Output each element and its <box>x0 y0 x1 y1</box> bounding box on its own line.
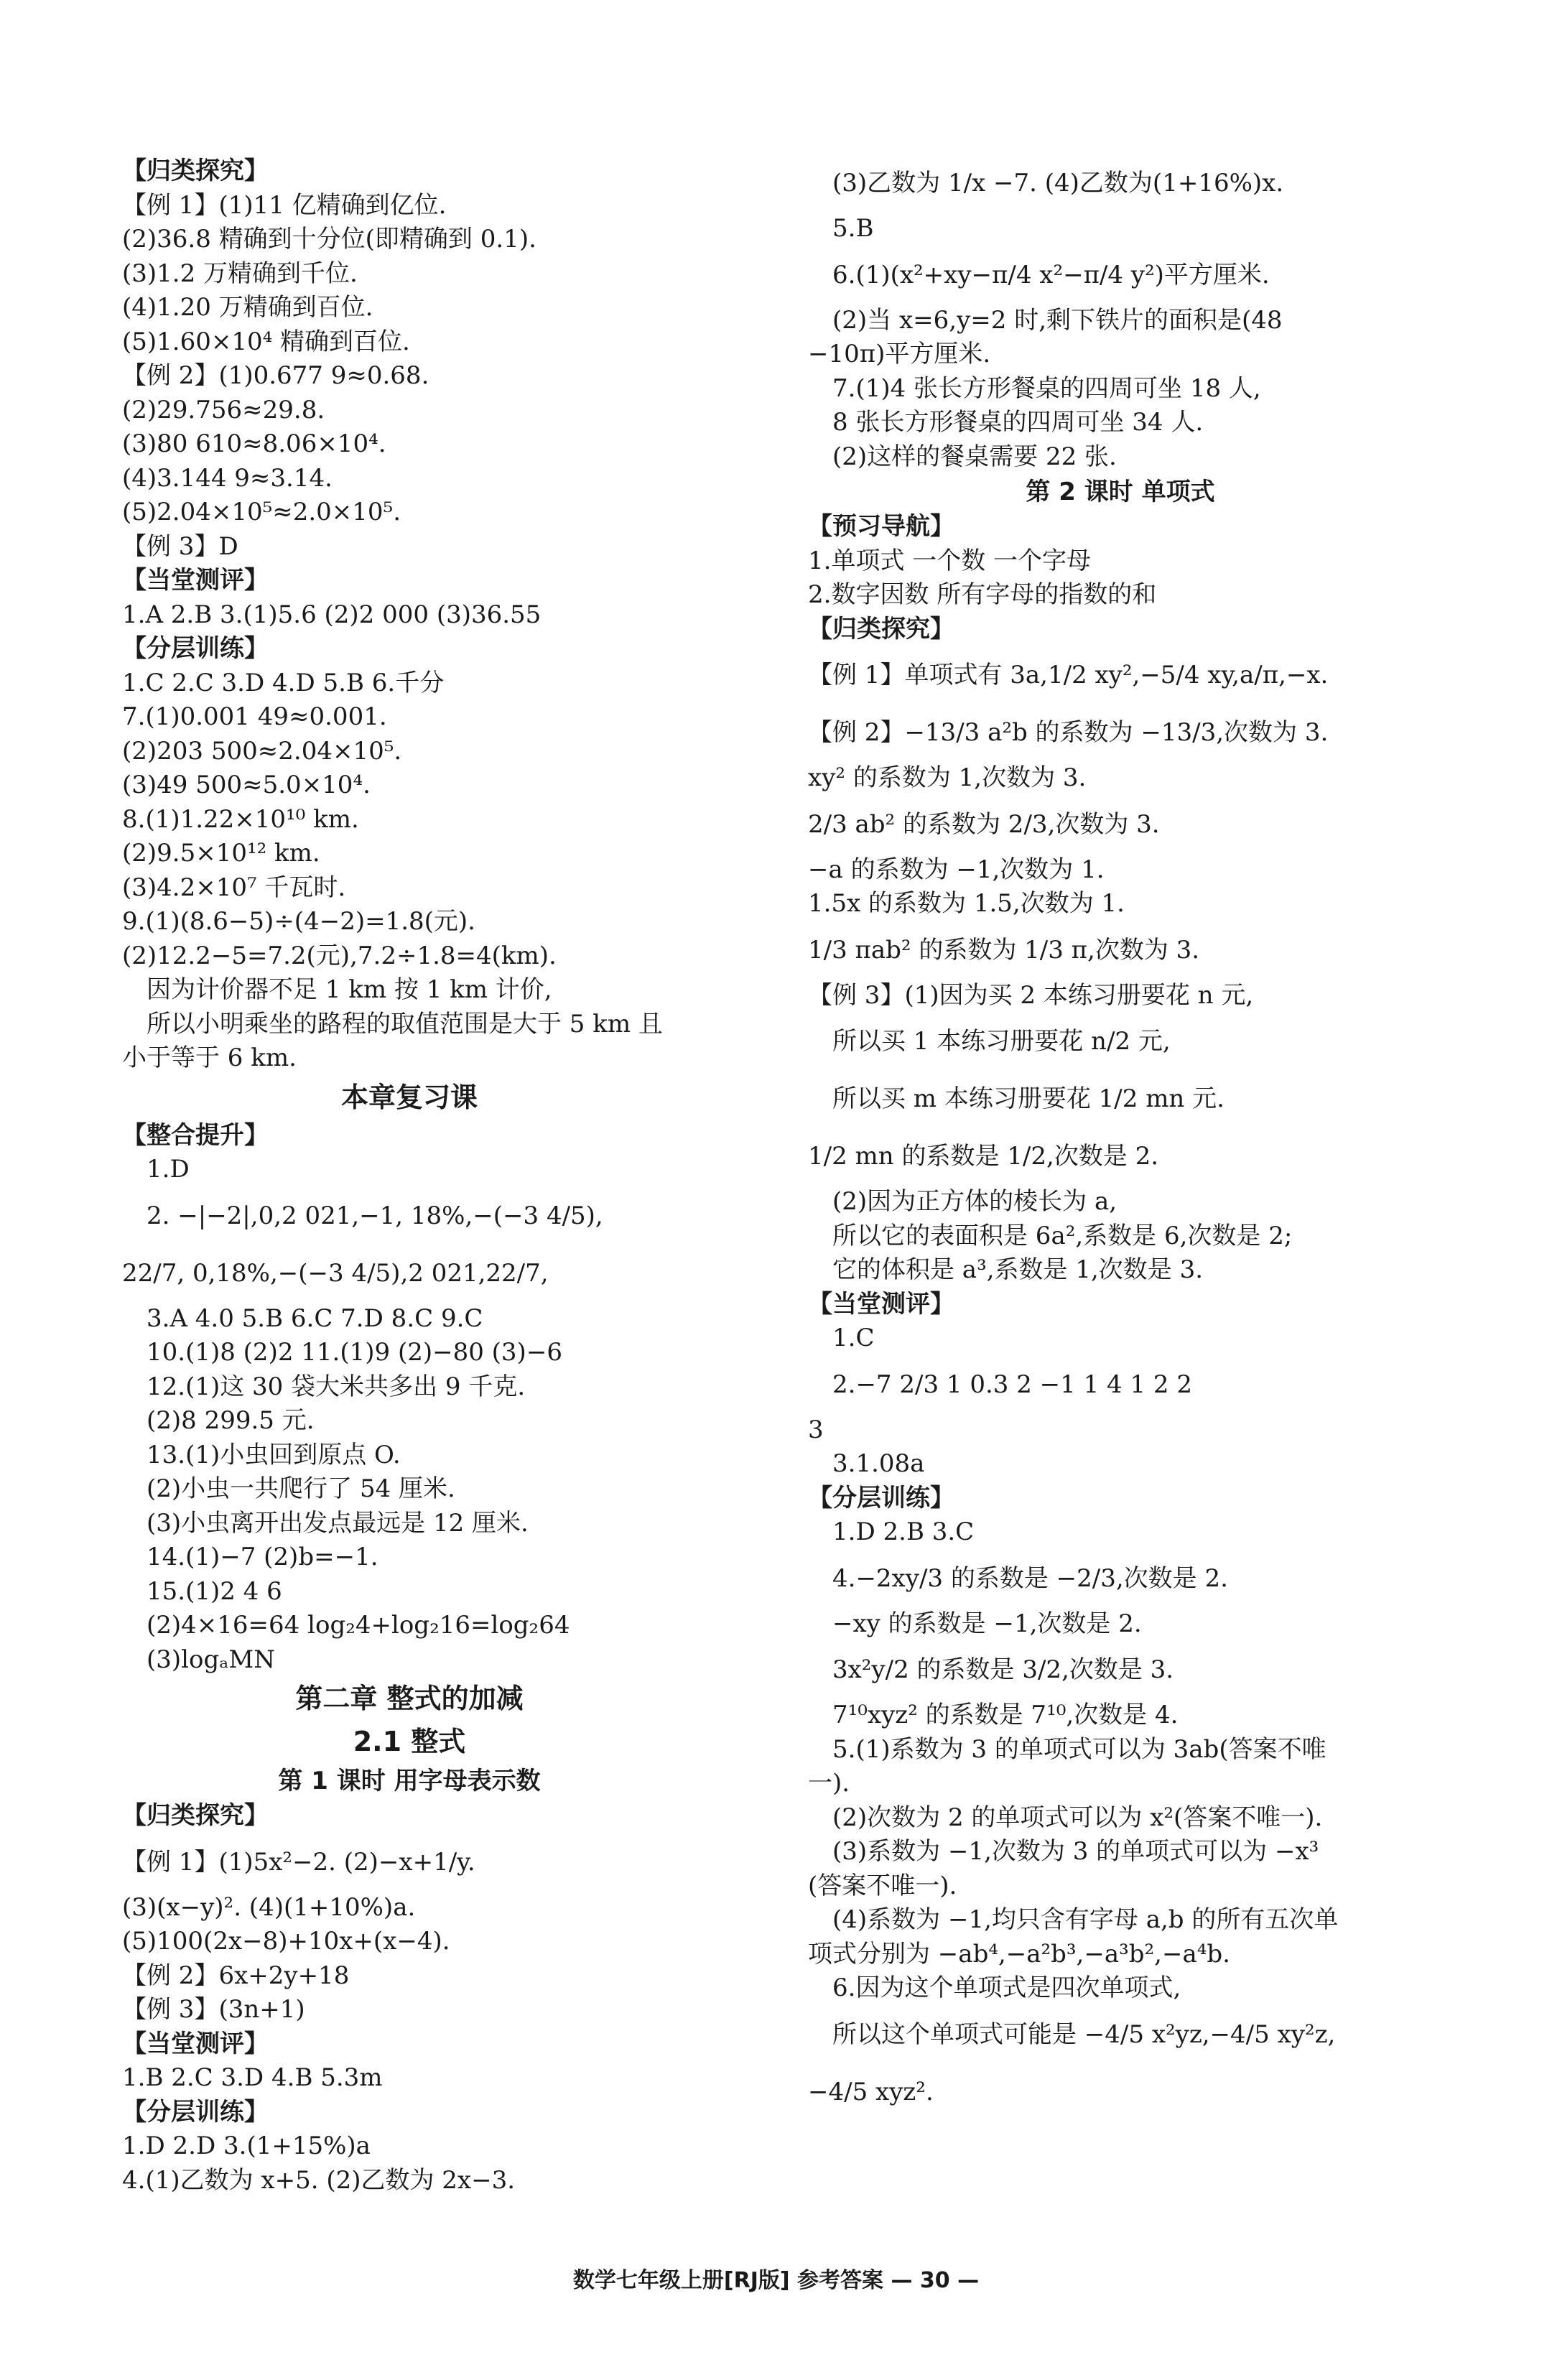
page-footer: 数学七年级上册[RJ版] 参考答案 — 30 — <box>572 2268 980 2293</box>
answer-line: (3)系数为 −1,次数为 3 的单项式可以为 −x³ <box>832 1837 1319 1866</box>
answer-line: 7¹⁰xyz² 的系数是 7¹⁰,次数是 4. <box>832 1701 1179 1729</box>
answer-line: 10.(1)8 (2)2 11.(1)9 (2)−80 (3)−6 <box>147 1338 562 1367</box>
answer-line: 它的体积是 a³,系数是 1,次数是 3. <box>832 1255 1204 1284</box>
answer-line: 12.(1)这 30 袋大米共多出 9 千克. <box>147 1372 526 1401</box>
answer-line: −10π)平方厘米. <box>808 340 991 368</box>
section-title: 第 1 课时 用字母表示数 <box>278 1767 541 1795</box>
answer-line: (2)12.2−5=7.2(元),7.2÷1.8=4(km). <box>122 941 557 970</box>
answer-line: −xy 的系数是 −1,次数是 2. <box>832 1609 1142 1638</box>
answer-line: (4)系数为 −1,均只含有字母 a,b 的所有五次单 <box>832 1905 1339 1934</box>
answer-line: 【例 2】6x+2y+18 <box>122 1961 350 1990</box>
answer-line: (4)1.20 万精确到百位. <box>122 293 373 322</box>
answer-line: (3)49 500≈5.0×10⁴. <box>122 771 371 799</box>
section-heading: 【归类探究】 <box>808 614 954 643</box>
section-title: 第 2 课时 单项式 <box>1026 478 1215 506</box>
answer-line: 2.数字因数 所有字母的指数的和 <box>808 580 1157 609</box>
answer-line: 1.B 2.C 3.D 4.B 5.3m <box>122 2063 383 2092</box>
answer-line: (2)4×16=64 log₂4+log₂16=log₂64 <box>147 1611 570 1640</box>
answer-line: −a 的系数为 −1,次数为 1. <box>808 855 1105 884</box>
answer-line: 小于等于 6 km. <box>122 1043 297 1072</box>
answer-line: 15.(1)2 4 6 <box>147 1576 282 1606</box>
answer-line: (2)当 x=6,y=2 时,剩下铁片的面积是(48 <box>832 305 1283 335</box>
answer-line: 所以小明乘坐的路程的取值范围是大于 5 km 且 <box>147 1009 663 1038</box>
section-title: 本章复习课 <box>340 1081 478 1113</box>
answer-line: (2)36.8 精确到十分位(即精确到 0.1). <box>122 225 536 254</box>
answer-line: 7.(1)0.001 49≈0.001. <box>122 702 387 731</box>
answer-line: 3.1.08a <box>832 1449 925 1478</box>
answer-line: (2)9.5×10¹² km. <box>122 839 320 868</box>
section-heading: 【整合提升】 <box>122 1120 269 1150</box>
section-heading: 【预习导航】 <box>808 512 954 541</box>
answer-line: 1.单项式 一个数 一个字母 <box>808 546 1092 575</box>
answer-line: (2)8 299.5 元. <box>147 1406 315 1435</box>
section-heading: 【归类探究】 <box>122 1801 269 1830</box>
answer-line: 所以买 m 本练习册要花 1/2 mn 元. <box>832 1084 1225 1113</box>
section-title: 2.1 整式 <box>353 1726 466 1757</box>
answer-line: (3)logₐMN <box>147 1645 275 1674</box>
answer-line: 2. −|−2|,0,2 021,−1, 18%,−(−3 4/5), <box>147 1201 603 1230</box>
answer-line: (5)1.60×10⁴ 精确到百位. <box>122 327 410 356</box>
answer-line: 所以它的表面积是 6a²,系数是 6,次数是 2; <box>832 1221 1293 1250</box>
section-heading: 【当堂测评】 <box>122 566 269 595</box>
section-heading: 【分层训练】 <box>122 2097 269 2126</box>
answer-line: 1/2 mn 的系数是 1/2,次数是 2. <box>808 1142 1159 1171</box>
answer-line: 1.5x 的系数为 1.5,次数为 1. <box>808 889 1125 918</box>
answer-line: 一). <box>808 1769 850 1798</box>
answer-line: 项式分别为 −ab⁴,−a²b³,−a³b²,−a⁴b. <box>808 1939 1230 1968</box>
answer-line: 【例 2】−13/3 a²b 的系数为 −13/3,次数为 3. <box>808 718 1329 747</box>
answer-line: (2)次数为 2 的单项式可以为 x²(答案不唯一). <box>832 1803 1323 1832</box>
answer-line: (3)4.2×10⁷ 千瓦时. <box>122 873 346 902</box>
answer-line: (5)100(2x−8)+10x+(x−4). <box>122 1927 450 1956</box>
answer-line: (答案不唯一). <box>808 1871 957 1900</box>
answer-line: (5)2.04×10⁵≈2.0×10⁵. <box>122 498 401 526</box>
answer-line: −4/5 xyz². <box>808 2077 934 2106</box>
answer-line: 14.(1)−7 (2)b=−1. <box>147 1543 378 1571</box>
answer-line: 1.C 2.C 3.D 4.D 5.B 6.千分 <box>122 668 445 697</box>
section-heading: 【归类探究】 <box>122 157 269 185</box>
answer-line: 4.−2xy/3 的系数是 −2/3,次数是 2. <box>832 1563 1228 1593</box>
answer-line: 【例 2】(1)0.677 9≈0.68. <box>122 361 429 390</box>
answer-line: 所以这个单项式可能是 −4/5 x²yz,−4/5 xy²z, <box>832 2019 1336 2049</box>
section-heading: 【当堂测评】 <box>122 2029 269 2058</box>
answer-line: 4.(1)乙数为 x+5. (2)乙数为 2x−3. <box>122 2165 516 2195</box>
answer-line: 13.(1)小虫回到原点 O. <box>147 1440 401 1469</box>
answer-line: 1.D 2.B 3.C <box>832 1517 975 1546</box>
right-column <box>808 154 1433 2121</box>
section-title: 第二章 整式的加减 <box>295 1683 524 1714</box>
answer-line: (3)乙数为 1/x −7. (4)乙数为(1+16%)x. <box>832 169 1284 197</box>
answer-line: (3)小虫离开出发点最远是 12 厘米. <box>147 1508 529 1538</box>
answer-line: 1.C <box>832 1324 875 1352</box>
answer-line: (3)1.2 万精确到千位. <box>122 259 358 288</box>
answer-line: 2/3 ab² 的系数为 2/3,次数为 3. <box>808 809 1160 839</box>
answer-line: 【例 3】D <box>122 531 238 561</box>
left-column <box>122 154 697 2198</box>
answer-line: 1/3 πab² 的系数为 1/3 π,次数为 3. <box>808 935 1200 964</box>
answer-line: (3)80 610≈8.06×10⁴. <box>122 429 386 458</box>
answer-line: 9.(1)(8.6−5)÷(4−2)=1.8(元). <box>122 907 475 936</box>
answer-line: 【例 1】单项式有 3a,1/2 xy²,−5/4 xy,a/π,−x. <box>808 661 1329 689</box>
answer-line: 【例 3】(1)因为买 2 本练习册要花 n 元, <box>808 980 1254 1010</box>
answer-line: 7.(1)4 张长方形餐桌的四周可坐 18 人, <box>832 373 1261 403</box>
answer-line: 【例 1】(1)11 亿精确到亿位. <box>122 190 447 220</box>
answer-line: 3.A 4.0 5.B 6.C 7.D 8.C 9.C <box>147 1303 483 1333</box>
answer-line: (2)这样的餐桌需要 22 张. <box>832 442 1117 471</box>
answer-line: 【例 1】(1)5x²−2. (2)−x+1/y. <box>122 1847 475 1877</box>
answer-line: 3 <box>808 1415 824 1444</box>
answer-line: 【例 3】(3n+1) <box>122 1995 305 2024</box>
answer-line: 因为计价器不足 1 km 按 1 km 计价, <box>147 975 552 1004</box>
answer-line: 22/7, 0,18%,−(−3 4/5),2 021,22/7, <box>122 1258 549 1288</box>
section-heading: 【分层训练】 <box>122 634 269 663</box>
answer-line: 5.B <box>832 214 874 243</box>
section-heading: 【分层训练】 <box>808 1483 954 1512</box>
answer-line: 所以买 1 本练习册要花 n/2 元, <box>832 1027 1171 1056</box>
answer-line: 2.−7 2/3 1 0.3 2 −1 1 4 1 2 2 <box>832 1370 1192 1399</box>
answer-line: 6.因为这个单项式是四次单项式, <box>832 1974 1181 2002</box>
answer-line: 6.(1)(x²+xy−π/4 x²−π/4 y²)平方厘米. <box>832 260 1270 289</box>
section-heading: 【当堂测评】 <box>808 1289 954 1319</box>
answer-line: 8.(1)1.22×10¹⁰ km. <box>122 804 359 834</box>
answer-line: (2)因为正方体的棱长为 a, <box>832 1187 1117 1216</box>
answer-line: 8 张长方形餐桌的四周可坐 34 人. <box>832 408 1204 437</box>
answer-line: (2)203 500≈2.04×10⁵. <box>122 736 402 766</box>
answer-line: 1.D 2.D 3.(1+15%)a <box>122 2132 371 2160</box>
answer-line: 3x²y/2 的系数是 3/2,次数是 3. <box>832 1655 1174 1684</box>
answer-line: 1.A 2.B 3.(1)5.6 (2)2 000 (3)36.55 <box>122 600 542 629</box>
answer-line: (2)小虫一共爬行了 54 厘米. <box>147 1474 455 1503</box>
answer-line: 1.D <box>147 1155 190 1184</box>
answer-line: (4)3.144 9≈3.14. <box>122 463 333 493</box>
answer-line: 5.(1)系数为 3 的单项式可以为 3ab(答案不唯 <box>832 1734 1326 1764</box>
answer-line: (2)29.756≈29.8. <box>122 395 325 424</box>
answer-line: xy² 的系数为 1,次数为 3. <box>808 763 1087 792</box>
answer-line: (3)(x−y)². (4)(1+10%)a. <box>122 1892 416 1922</box>
